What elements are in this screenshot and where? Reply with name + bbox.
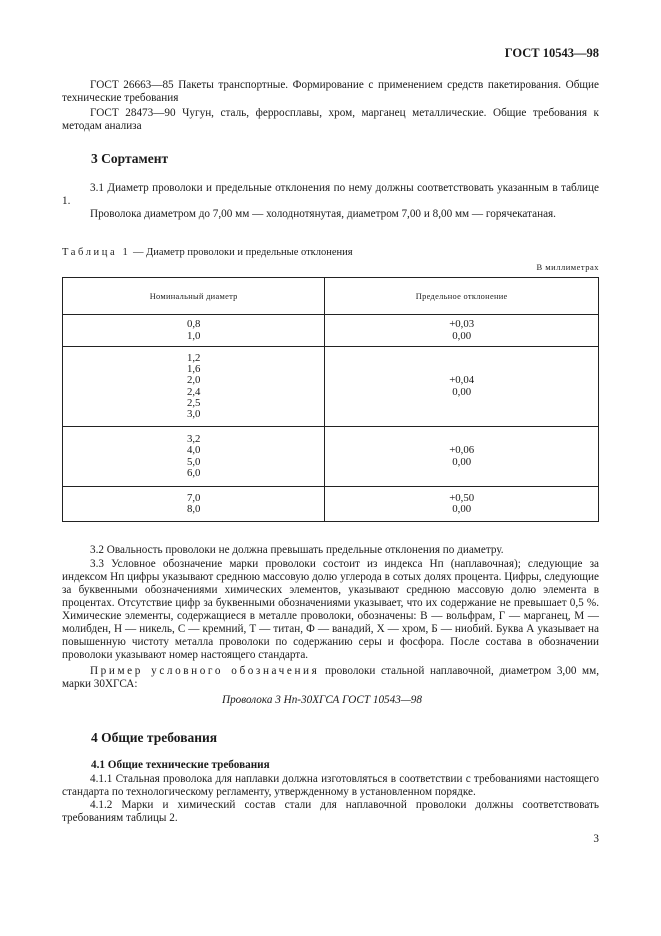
diameter-value: 1,0 xyxy=(186,329,201,342)
paragraph-3-1-note: Проволока диаметром до 7,00 мм — холоднотянутая, диаметром 7,00 и 8,00 мм — горячекатаная. xyxy=(90,208,556,220)
paragraph-3-3: 3.3 Условное обозначение марки проволоки состоит из индекса Нп (наплавочная); следующие за индексом Нп цифры указывают среднюю массовую долю углерода в сотых долях процента. Цифры, следующие за буквенными обозначениями химических элементов, указывают среднюю массовую долю элемента в процентах. Отсутствие цифр за буквенными обозначениями указывает, что их содержание не превышает 0,5 %. Химические элементы, содержащиеся в металле проволоки, обозначены: В — вольфрам, Г — марганец, М — молибден, Н — никель, С — кремний, Т — титан, Ф — ванадий, Х — хром, Б — ниобий. Буква А указывает на повышенную чистоту металла проволоки по содержанию серы и фосфора. После состава в обозначении проволоки указывают номер настоящего стандарта. xyxy=(62,558,599,661)
example-text: проволоки стальной наплавочной, диаметром 3,00 мм, марки 30ХГСА: xyxy=(62,665,599,690)
paragraph-3-1: 3.1 Диаметр проволоки и предельные отклонения по нему должны соответствовать указанным в таблице 1. xyxy=(62,182,599,207)
table-caption xyxy=(62,247,353,258)
diameter-value: 5,0 xyxy=(186,455,201,468)
diameter-value: 7,0 xyxy=(186,491,201,504)
deviation-upper: +0,04 xyxy=(449,374,475,387)
table-caption-text: — Диаметр проволоки и предельные отклонения xyxy=(132,247,353,258)
deviation-lower: 0,00 xyxy=(452,503,472,515)
diameter-value: 3,0 xyxy=(186,408,201,421)
table-row xyxy=(63,487,599,522)
diameter-value: 0,8 xyxy=(186,318,201,331)
diameter-cell xyxy=(63,427,325,487)
reference-gost-26663: ГОСТ 26663—85 Пакеты транспортные. Формирование с применением средств пакетирования. Общие технические требования xyxy=(62,79,599,104)
deviation-upper: +0,06 xyxy=(449,444,475,457)
paragraph-3-2: 3.2 Овальность проволоки не должна превышать предельные отклонения по диаметру. xyxy=(90,544,504,556)
diameter-value: 2,5 xyxy=(186,396,201,409)
paragraph-4-1-2: 4.1.2 Марки и химический состав стали для наплавочной проволоки должны соответствовать требованиям таблицы 2. xyxy=(62,799,599,824)
deviation-upper: +0,03 xyxy=(449,318,475,331)
diameter-value: 1,6 xyxy=(186,362,201,375)
diameter-value: 8,0 xyxy=(186,503,201,515)
diameter-cell xyxy=(63,487,325,522)
table-units: В миллиметрах xyxy=(536,262,599,272)
diameter-cell xyxy=(63,347,325,427)
section-4-heading: 4 Общие требования xyxy=(91,730,218,745)
diameter-value: 2,0 xyxy=(186,374,201,387)
document-id-header: ГОСТ 10543—98 xyxy=(504,46,599,60)
example-lead: Пример условного обозначения xyxy=(90,665,320,677)
diameter-table xyxy=(62,277,599,522)
reference-gost-28473: ГОСТ 28473—90 Чугун, сталь, ферросплавы, хром, марганец металлические. Общие требования к методам анализа xyxy=(62,107,599,132)
paragraph-4-1-1: 4.1.1 Стальная проволока для наплавки должна изготовляться в соответствии с требованиями настоящего стандарта по технологическому регламенту, утвержденному в установленном порядке. xyxy=(62,773,599,798)
deviation-cell xyxy=(325,427,599,487)
diameter-value: 4,0 xyxy=(186,444,201,457)
diameter-value: 1,2 xyxy=(186,351,201,364)
deviation-cell xyxy=(325,487,599,522)
table-row xyxy=(63,347,599,427)
deviation-upper: +0,50 xyxy=(449,491,475,504)
example-designation: Проволока 3 Нп-30ХГСА ГОСТ 10543—98 xyxy=(222,694,422,706)
deviation-lower: 0,00 xyxy=(452,385,472,398)
example-intro xyxy=(62,665,599,691)
deviation-lower: 0,00 xyxy=(452,455,472,468)
deviation-cell xyxy=(325,315,599,347)
section-3-heading: 3 Сортамент xyxy=(91,151,169,166)
diameter-value: 2,4 xyxy=(186,385,201,398)
diameter-value: 3,2 xyxy=(186,432,201,445)
table-row xyxy=(63,427,599,487)
column-header-deviation: Предельное отклонение xyxy=(325,278,599,315)
column-header-diameter: Номинальный диаметр xyxy=(63,278,325,315)
deviation-lower: 0,00 xyxy=(452,329,472,342)
deviation-cell xyxy=(325,347,599,427)
table-caption-label: Таблица 1 xyxy=(62,247,131,258)
diameter-value: 6,0 xyxy=(186,466,201,479)
table-row xyxy=(63,315,599,347)
diameter-cell xyxy=(63,315,325,347)
subsection-4-1-heading: 4.1 Общие технические требования xyxy=(91,759,270,771)
page-number: 3 xyxy=(593,833,599,845)
